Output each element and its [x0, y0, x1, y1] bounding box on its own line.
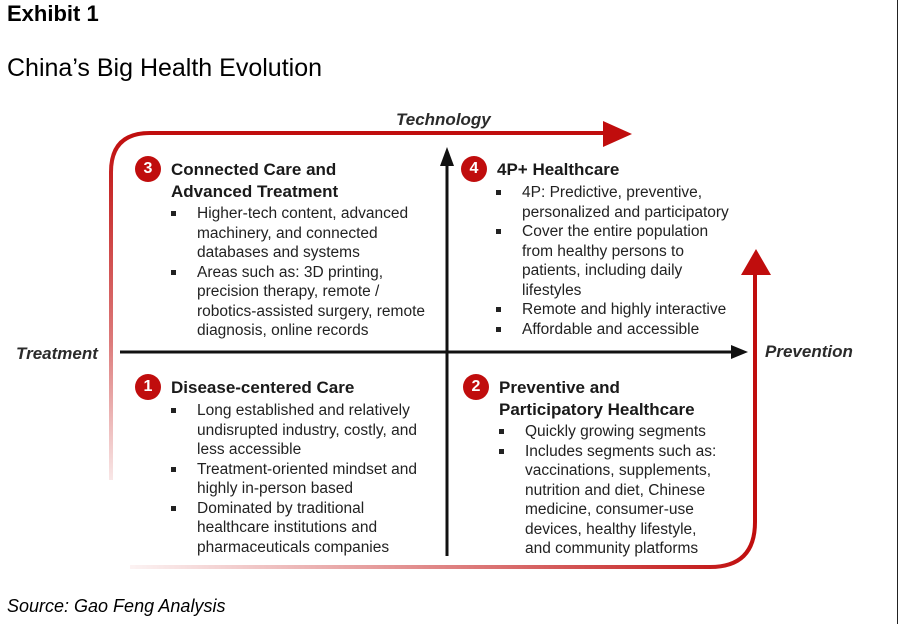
quadrant-title: Preventive and Participatory Healthcare [499, 378, 695, 419]
page-title: China’s Big Health Evolution [7, 54, 323, 82]
quadrant-bullets [171, 401, 421, 557]
axis-label-technology: Technology [396, 110, 491, 129]
quadrant-bullets [499, 422, 724, 559]
quadrant-number-badge: 4 [461, 156, 487, 182]
quadrant-bullets [496, 183, 741, 339]
quadrant-number-badge: 2 [463, 374, 489, 400]
bullet-item: Quickly growing segments [499, 422, 724, 442]
bullet-item: Affordable and accessible [496, 320, 741, 340]
source-note: Source: Gao Feng Analysis [7, 596, 226, 616]
bullet-item: Dominated by traditional healthcare institutions and pharmaceuticals companies [171, 499, 421, 558]
quadrant-title: 4P+ Healthcare [497, 160, 620, 179]
quadrant-disease-centered-care [135, 377, 425, 557]
axis-label-treatment: Treatment [16, 344, 98, 363]
vertical-axis-arrowhead [440, 147, 454, 166]
bullet-item: 4P: Predictive, preventive, personalized and participatory [496, 183, 741, 222]
horizontal-axis-arrowhead [731, 345, 748, 359]
quadrant-bullets [171, 204, 425, 341]
quadrant-number-badge: 3 [135, 156, 161, 182]
technology-arrowhead [603, 121, 632, 147]
bullet-item: Higher-tech content, advanced machinery, and connected databases and systems [171, 204, 425, 263]
bullet-item: Treatment-oriented mindset and highly in-person based [171, 460, 421, 499]
quadrant-title: Disease-centered Care [171, 378, 355, 397]
quadrant-4p-healthcare [461, 159, 746, 339]
quadrant-preventive-healthcare [463, 377, 743, 559]
bullet-item: Cover the entire population from healthy persons to patients, including daily lifestyles [496, 222, 741, 300]
quadrant-connected-care [135, 159, 425, 341]
bullet-item: Long established and relatively undisrupted industry, costly, and less accessible [171, 401, 421, 460]
exhibit-label: Exhibit 1 [7, 1, 99, 26]
bullet-item: Remote and highly interactive [496, 300, 741, 320]
quadrant-title: Connected Care and Advanced Treatment [171, 160, 339, 201]
quadrant-number-badge: 1 [135, 374, 161, 400]
bullet-item: Areas such as: 3D printing, precision therapy, remote / robotics-assisted surgery, remote diagnosis, online records [171, 263, 425, 341]
bullet-item: Includes segments such as: vaccinations, supplements, nutrition and diet, Chinese medicine, consumer-use devices, healthy lifestyle, and community platforms [499, 442, 724, 559]
axis-label-prevention: Prevention [765, 342, 853, 361]
